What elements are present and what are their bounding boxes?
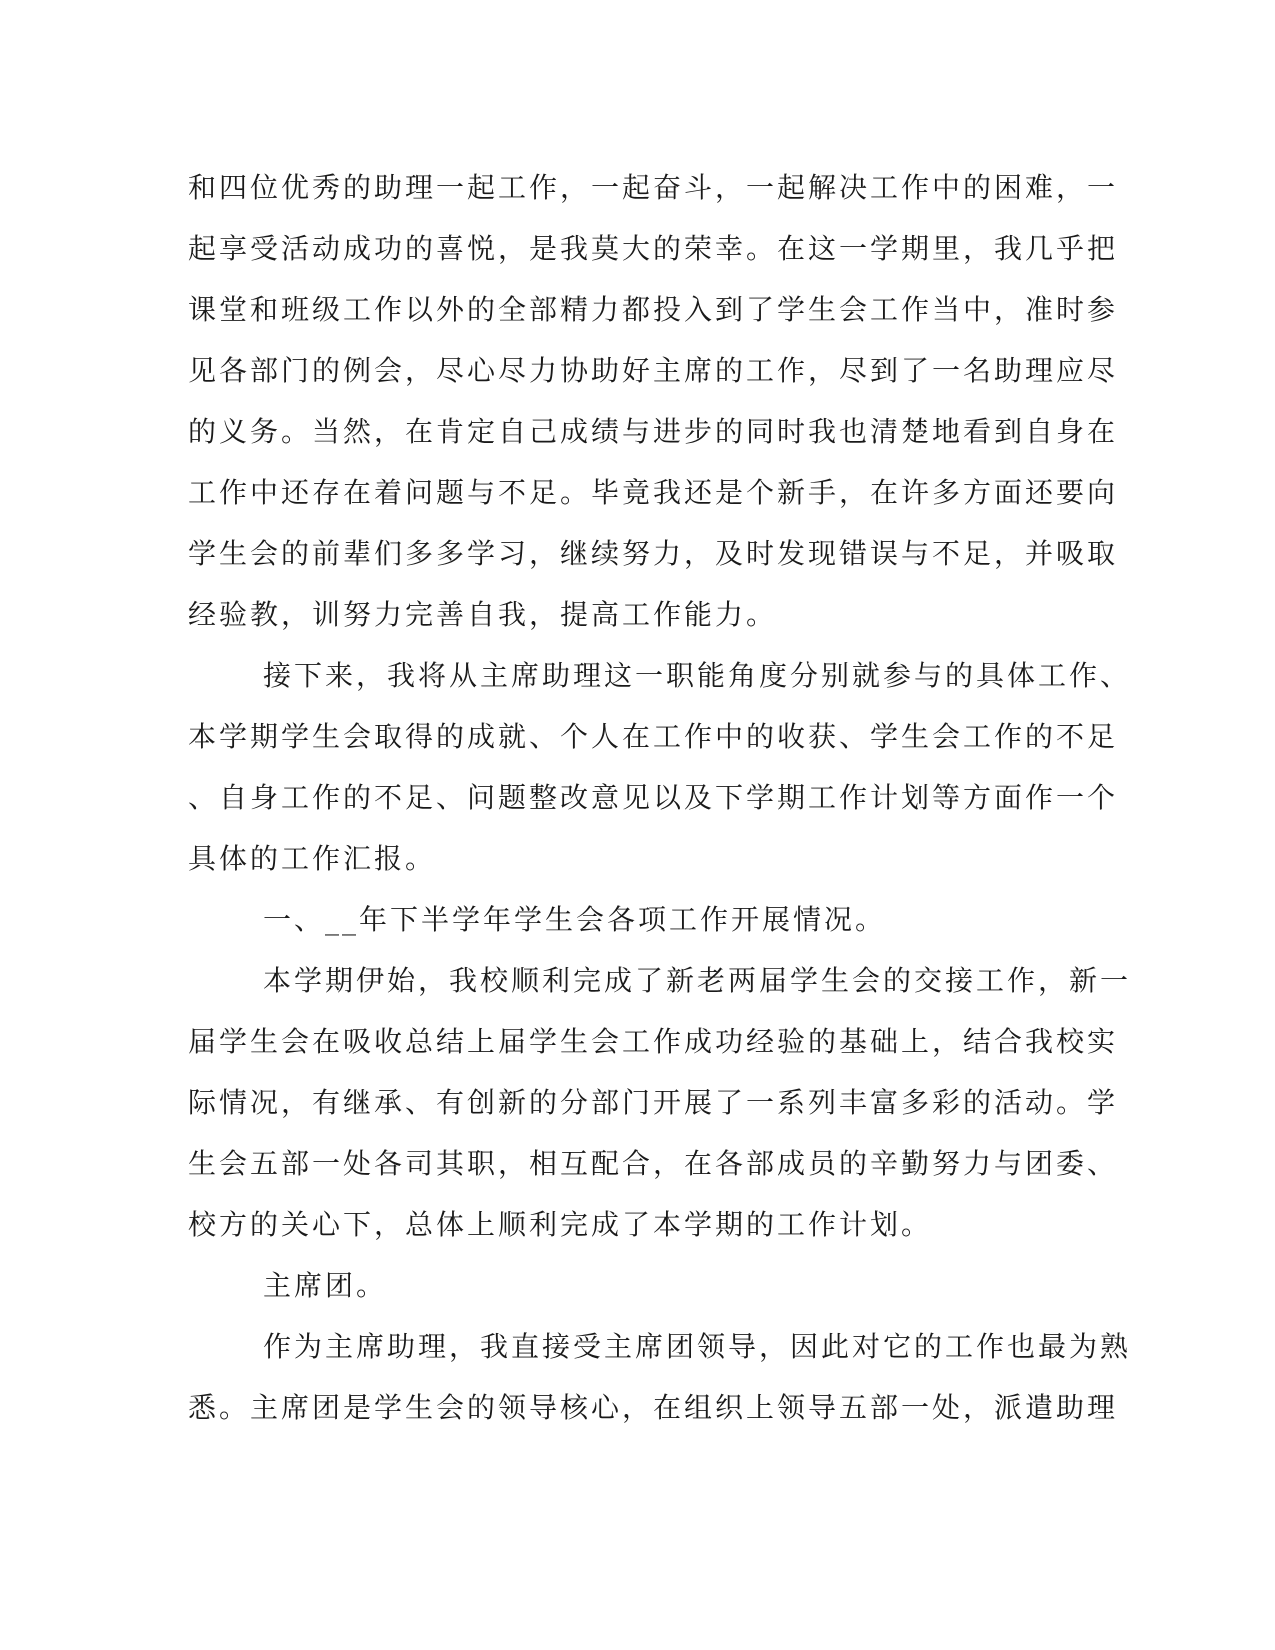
text-line: 生会五部一处各司其职，相互配合，在各部成员的辛勤努力与团委、 (188, 1147, 1119, 1180)
paragraph-start-line: 本学期伊始，我校顺利完成了新老两届学生会的交接工作，新一 (263, 964, 1132, 997)
text-line: 学生会的前辈们多多学习，继续努力，及时发现错误与不足，并吸取 (188, 537, 1119, 570)
paragraph-start-line: 接下来，我将从主席助理这一职能角度分别就参与的具体工作、 (263, 659, 1132, 692)
text-line: 和四位优秀的助理一起工作，一起奋斗，一起解决工作中的困难，一 (188, 171, 1119, 204)
text-line: 际情况，有继承、有创新的分部门开展了一系列丰富多彩的活动。学 (188, 1086, 1119, 1119)
text-line: 工作中还存在着问题与不足。毕竟我还是个新手，在许多方面还要向 (188, 476, 1119, 509)
text-line: 课堂和班级工作以外的全部精力都投入到了学生会工作当中，准时参 (188, 293, 1119, 326)
body-text (188, 157, 1132, 1438)
text-line: 经验教，训努力完善自我，提高工作能力。 (188, 598, 778, 631)
text-line: 、自身工作的不足、问题整改意见以及下学期工作计划等方面作一个 (188, 781, 1119, 814)
text-line: 本学期学生会取得的成就、个人在工作中的收获、学生会工作的不足 (188, 720, 1119, 753)
paragraph-start-line: 作为主席助理，我直接受主席团领导，因此对它的工作也最为熟 (263, 1330, 1132, 1363)
text-line: 校方的关心下，总体上顺利完成了本学期的工作计划。 (188, 1208, 933, 1241)
text-line: 的义务。当然，在肯定自己成绩与进步的同时我也清楚地看到自身在 (188, 415, 1119, 448)
text-line: 见各部门的例会，尽心尽力协助好主席的工作，尽到了一名助理应尽 (188, 354, 1119, 387)
text-line: 起享受活动成功的喜悦，是我莫大的荣幸。在这一学期里，我几乎把 (188, 232, 1119, 265)
subsection-heading: 主席团。 (263, 1269, 388, 1302)
text-line: 悉。主席团是学生会的领导核心，在组织上领导五部一处，派遣助理 (188, 1391, 1119, 1424)
text-line: 具体的工作汇报。 (188, 842, 437, 875)
section-heading: 一、__年下半学年学生会各项工作开展情况。 (263, 903, 887, 936)
text-line: 届学生会在吸收总结上届学生会工作成功经验的基础上，结合我校实 (188, 1025, 1119, 1058)
